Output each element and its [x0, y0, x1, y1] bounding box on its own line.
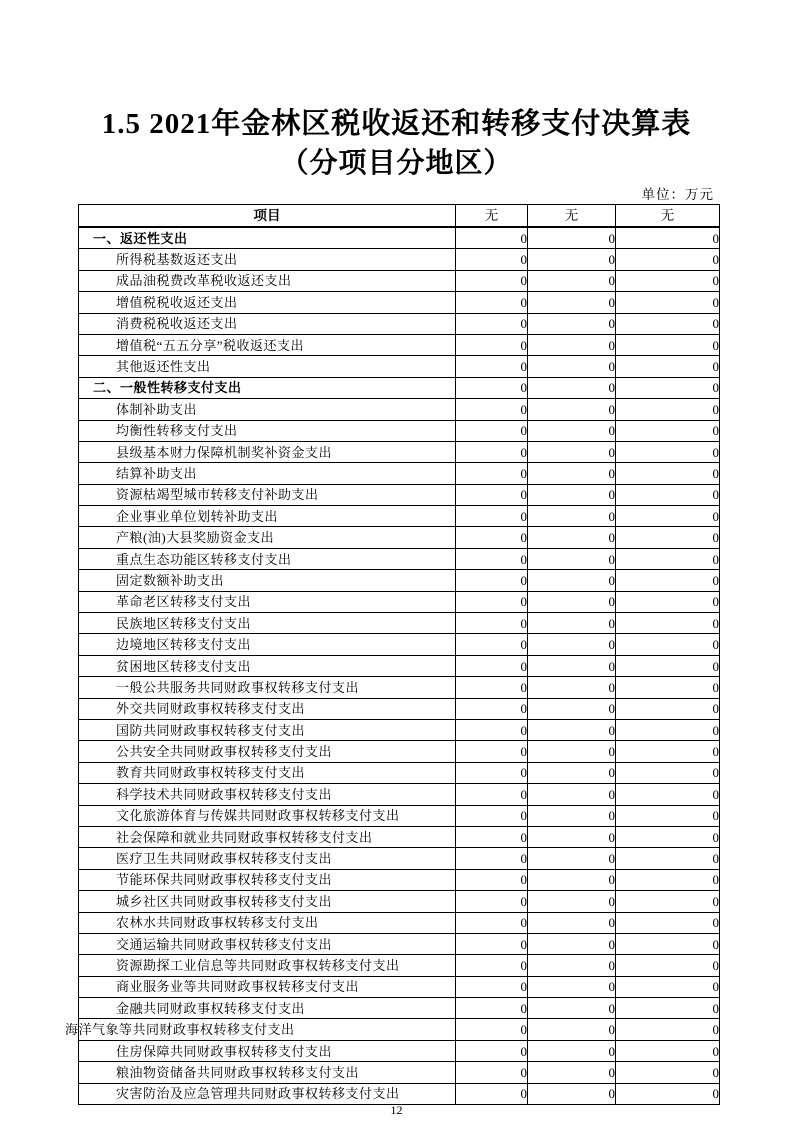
row-value: 0 [616, 1083, 720, 1104]
row-value: 0 [456, 762, 528, 783]
row-label: 外交共同财政事权转移支付支出 [79, 698, 456, 719]
row-value: 0 [528, 463, 616, 484]
table-row [79, 548, 720, 569]
row-value: 0 [616, 976, 720, 997]
table-row [79, 998, 720, 1019]
table-row [79, 463, 720, 484]
row-value: 0 [616, 399, 720, 420]
page-number: 12 [390, 1103, 403, 1117]
row-label: 医疗卫生共同财政事权转移支付支出 [79, 848, 456, 869]
row-value: 0 [528, 976, 616, 997]
row-value: 0 [528, 1040, 616, 1061]
row-value: 0 [456, 955, 528, 976]
row-value: 0 [528, 912, 616, 933]
table-row [79, 933, 720, 954]
table-row [79, 634, 720, 655]
table-row [79, 313, 720, 334]
row-value: 0 [456, 784, 528, 805]
table-row [79, 762, 720, 783]
row-label: 国防共同财政事权转移支付支出 [79, 719, 456, 740]
table-row [79, 741, 720, 762]
row-value: 0 [456, 399, 528, 420]
row-value: 0 [616, 1019, 720, 1040]
row-value: 0 [456, 933, 528, 954]
row-value: 0 [528, 784, 616, 805]
row-value: 0 [616, 869, 720, 890]
row-value: 0 [456, 527, 528, 548]
table-row [79, 399, 720, 420]
row-value: 0 [456, 613, 528, 634]
row-value: 0 [528, 506, 616, 527]
row-value: 0 [528, 441, 616, 462]
column-header-3: 无 [616, 205, 720, 228]
row-value: 0 [456, 719, 528, 740]
row-value: 0 [456, 548, 528, 569]
row-label: 灾害防治及应急管理共同财政事权转移支付支出 [79, 1083, 456, 1104]
row-value: 0 [528, 677, 616, 698]
row-label: 产粮(油)大县奖励资金支出 [79, 527, 456, 548]
page-title: 1.5 2021年金林区税收返还和转移支付决算表 [101, 108, 692, 140]
table-row [79, 570, 720, 591]
row-value: 0 [616, 334, 720, 355]
table-row [79, 1040, 720, 1061]
row-label: 革命老区转移支付支出 [79, 591, 456, 612]
row-value: 0 [616, 570, 720, 591]
row-value: 0 [456, 1062, 528, 1083]
row-value: 0 [528, 292, 616, 313]
row-value: 0 [616, 270, 720, 291]
row-value: 0 [528, 270, 616, 291]
row-value: 0 [456, 1083, 528, 1104]
row-value: 0 [528, 698, 616, 719]
row-label: 贫困地区转移支付支出 [79, 655, 456, 676]
row-value: 0 [528, 1083, 616, 1104]
row-label: 固定数额补助支出 [79, 570, 456, 591]
table-row [79, 356, 720, 377]
unit-label: 单位：万元 [641, 187, 714, 202]
row-label: 住房保障共同财政事权转移支付支出 [79, 1040, 456, 1061]
row-value: 0 [616, 441, 720, 462]
row-label: 科学技术共同财政事权转移支付支出 [79, 784, 456, 805]
row-value: 0 [528, 998, 616, 1019]
table-row [79, 698, 720, 719]
row-value: 0 [528, 399, 616, 420]
table-row [79, 677, 720, 698]
row-label: 金融共同财政事权转移支付支出 [79, 998, 456, 1019]
table-row [79, 506, 720, 527]
table-row [79, 377, 720, 398]
table-row [79, 848, 720, 869]
row-value: 0 [616, 762, 720, 783]
table-row [79, 784, 720, 805]
row-value: 0 [616, 655, 720, 676]
row-label: 一般公共服务共同财政事权转移支付支出 [79, 677, 456, 698]
table-body [65, 227, 720, 1105]
row-label: 交通运输共同财政事权转移支付支出 [79, 933, 456, 954]
row-value: 0 [616, 548, 720, 569]
row-value: 0 [616, 805, 720, 826]
table-row [79, 484, 720, 505]
row-value: 0 [456, 998, 528, 1019]
row-value: 0 [616, 848, 720, 869]
row-value: 0 [528, 1019, 616, 1040]
row-value: 0 [616, 377, 720, 398]
row-value: 0 [528, 570, 616, 591]
row-value: 0 [616, 1040, 720, 1061]
table-header-row [79, 205, 720, 228]
row-value: 0 [528, 249, 616, 270]
row-value: 0 [616, 313, 720, 334]
table-row [79, 1062, 720, 1083]
row-label: 所得税基数返还支出 [79, 249, 456, 270]
row-value: 0 [456, 441, 528, 462]
row-value: 0 [456, 912, 528, 933]
row-value: 0 [528, 741, 616, 762]
row-value: 0 [528, 655, 616, 676]
row-value: 0 [616, 826, 720, 847]
row-value: 0 [616, 613, 720, 634]
row-label: 民族地区转移支付支出 [79, 613, 456, 634]
row-value: 0 [616, 698, 720, 719]
row-value: 0 [456, 848, 528, 869]
row-value: 0 [528, 334, 616, 355]
row-label: 文化旅游体育与传媒共同财政事权转移支付支出 [79, 805, 456, 826]
row-value: 0 [456, 805, 528, 826]
row-value: 0 [528, 933, 616, 954]
row-value: 0 [616, 227, 720, 249]
row-value: 0 [456, 1040, 528, 1061]
row-value: 0 [616, 1062, 720, 1083]
row-value: 0 [616, 420, 720, 441]
row-value: 0 [456, 698, 528, 719]
row-label: 商业服务业等共同财政事权转移支付支出 [79, 976, 456, 997]
row-label: 体制补助支出 [79, 399, 456, 420]
row-value: 0 [616, 634, 720, 655]
row-label: 成品油税费改革税收返还支出 [79, 270, 456, 291]
row-value: 0 [456, 826, 528, 847]
row-value: 0 [528, 762, 616, 783]
row-label: 企业事业单位划转补助支出 [79, 506, 456, 527]
row-label: 农林水共同财政事权转移支付支出 [79, 912, 456, 933]
row-value: 0 [616, 249, 720, 270]
row-value: 0 [616, 677, 720, 698]
table-row [79, 613, 720, 634]
row-label: 边境地区转移支付支出 [79, 634, 456, 655]
row-value: 0 [456, 484, 528, 505]
row-label: 重点生态功能区转移支付支出 [79, 548, 456, 569]
row-value: 0 [528, 356, 616, 377]
row-value: 0 [616, 292, 720, 313]
row-label: 资源勘探工业信息等共同财政事权转移支付支出 [79, 955, 456, 976]
row-value: 0 [456, 891, 528, 912]
row-label: 社会保障和就业共同财政事权转移支付支出 [79, 826, 456, 847]
row-value: 0 [456, 976, 528, 997]
row-value: 0 [616, 955, 720, 976]
row-label: 其他返还性支出 [79, 356, 456, 377]
row-value: 0 [456, 634, 528, 655]
table-row [79, 441, 720, 462]
row-value: 0 [456, 313, 528, 334]
row-label: 均衡性转移支付支出 [79, 420, 456, 441]
row-value: 0 [616, 484, 720, 505]
row-value: 0 [616, 933, 720, 954]
row-label: 节能环保共同财政事权转移支付支出 [79, 869, 456, 890]
table-row [79, 1083, 720, 1104]
row-value: 0 [456, 249, 528, 270]
row-value: 0 [528, 719, 616, 740]
row-value: 0 [528, 484, 616, 505]
row-value: 0 [528, 891, 616, 912]
row-value: 0 [616, 356, 720, 377]
row-value: 0 [456, 655, 528, 676]
row-value: 0 [616, 463, 720, 484]
column-header-project: 项目 [79, 205, 456, 228]
row-value: 0 [456, 506, 528, 527]
row-value: 0 [456, 356, 528, 377]
row-value: 0 [528, 1062, 616, 1083]
table-row [79, 591, 720, 612]
column-header-1: 无 [456, 205, 528, 228]
table-row [79, 227, 720, 249]
row-value: 0 [616, 506, 720, 527]
row-label: 一、返还性支出 [79, 227, 456, 249]
table-row [79, 719, 720, 740]
row-label: 县级基本财力保障机制奖补资金支出 [79, 441, 456, 462]
row-value: 0 [456, 869, 528, 890]
table-row [79, 869, 720, 890]
row-value: 0 [528, 227, 616, 249]
row-value: 0 [528, 377, 616, 398]
row-value: 0 [616, 891, 720, 912]
row-label: 教育共同财政事权转移支付支出 [79, 762, 456, 783]
row-value: 0 [456, 270, 528, 291]
row-label: 增值税“五五分享”税收返还支出 [79, 334, 456, 355]
row-value: 0 [616, 998, 720, 1019]
row-value: 0 [528, 826, 616, 847]
table-row [79, 976, 720, 997]
row-label: 结算补助支出 [79, 463, 456, 484]
table-row [79, 891, 720, 912]
row-value: 0 [616, 912, 720, 933]
row-value: 0 [456, 377, 528, 398]
row-value: 0 [528, 955, 616, 976]
row-value: 0 [456, 591, 528, 612]
table-row [79, 955, 720, 976]
row-label: 消费税税收返还支出 [79, 313, 456, 334]
row-value: 0 [528, 613, 616, 634]
row-label: 粮油物资储备共同财政事权转移支付支出 [79, 1062, 456, 1083]
table-row [79, 655, 720, 676]
row-value: 0 [456, 1019, 528, 1040]
row-value: 0 [616, 591, 720, 612]
row-value: 0 [528, 527, 616, 548]
row-label: 二、一般性转移支付支出 [79, 377, 456, 398]
row-value: 0 [528, 634, 616, 655]
row-value: 0 [616, 527, 720, 548]
row-value: 0 [616, 719, 720, 740]
table-row [79, 826, 720, 847]
table-row [79, 334, 720, 355]
row-label: 公共安全共同财政事权转移支付支出 [79, 741, 456, 762]
row-value: 0 [528, 805, 616, 826]
column-header-2: 无 [528, 205, 616, 228]
row-value: 0 [616, 741, 720, 762]
row-label: 城乡社区共同财政事权转移支付支出 [79, 891, 456, 912]
row-value: 0 [456, 227, 528, 249]
row-label: 资源枯竭型城市转移支付补助支出 [79, 484, 456, 505]
row-value: 0 [456, 570, 528, 591]
row-label: 增值税税收返还支出 [79, 292, 456, 313]
table-row [79, 1019, 720, 1040]
row-value: 0 [528, 869, 616, 890]
row-value: 0 [456, 463, 528, 484]
row-value: 0 [456, 420, 528, 441]
page-subtitle: （分项目分地区） [280, 148, 513, 179]
table-row [79, 292, 720, 313]
row-value: 0 [456, 292, 528, 313]
row-value: 0 [528, 420, 616, 441]
table-row [79, 249, 720, 270]
row-label: 海洋气象等共同财政事权转移支付支出 [79, 1019, 456, 1040]
row-value: 0 [456, 741, 528, 762]
row-value: 0 [528, 313, 616, 334]
table-row [79, 420, 720, 441]
row-value: 0 [528, 591, 616, 612]
row-value: 0 [528, 848, 616, 869]
row-value: 0 [528, 548, 616, 569]
table-row [79, 270, 720, 291]
table-row [79, 805, 720, 826]
row-value: 0 [456, 677, 528, 698]
row-value: 0 [456, 334, 528, 355]
table-row [79, 912, 720, 933]
fiscal-table [65, 204, 720, 1105]
row-value: 0 [616, 784, 720, 805]
table-row [79, 527, 720, 548]
